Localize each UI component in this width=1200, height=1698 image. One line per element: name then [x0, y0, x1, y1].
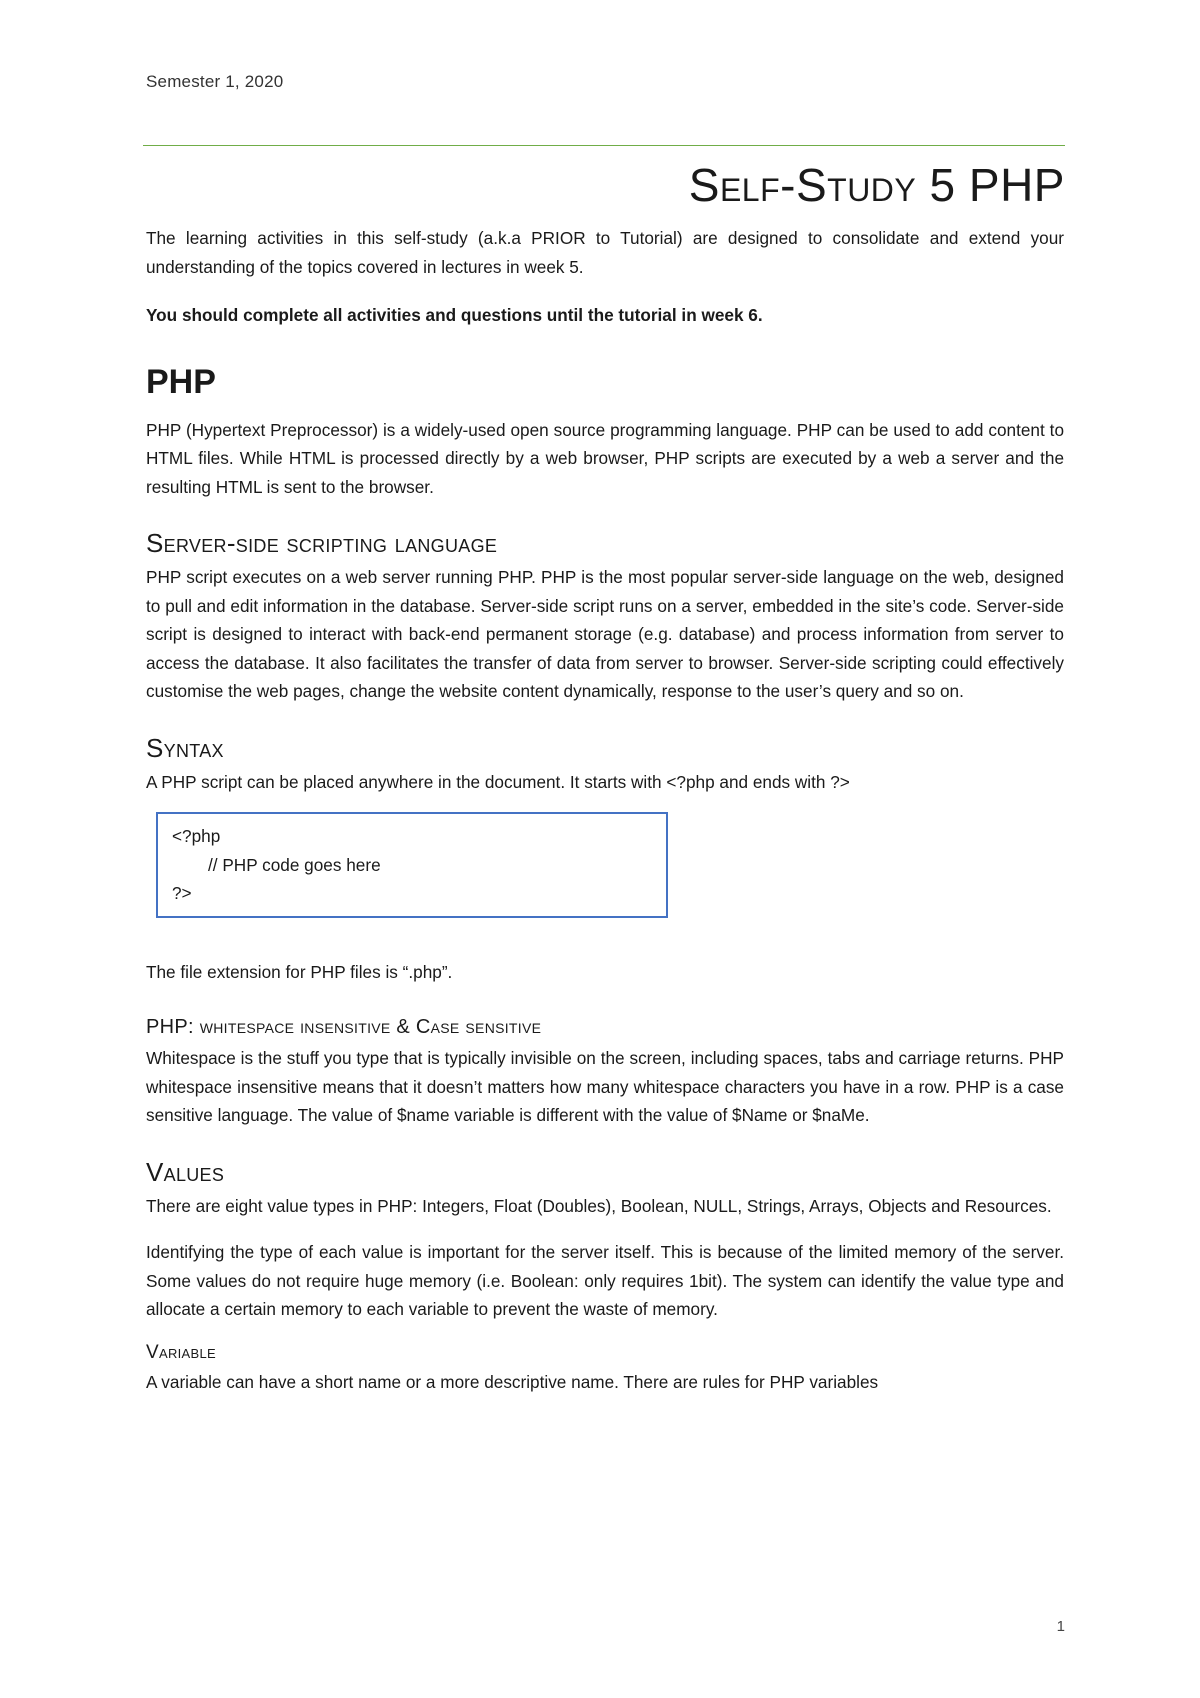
- file-extension-note: The file extension for PHP files is “.php”.: [146, 961, 453, 982]
- section-heading-server-side: Server-side scripting language: [146, 528, 498, 558]
- document-body: [146, 224, 1064, 1396]
- intro-instruction: You should complete all activities and questions until the tutorial in week 6.: [146, 305, 763, 325]
- page-number: 1: [1056, 1618, 1065, 1635]
- php-description: PHP (Hypertext Preprocessor) is a widely-used open source programming language. PHP can be used to add content to HTML files. While HTML is processed directly by a web browser, PHP scripts are executed by a web a server and the resulting HTML is sent to the browser.: [146, 419, 1064, 497]
- intro-paragraph: The learning activities in this self-study (a.k.a PRIOR to Tutorial) are designed to consolidate and extend your understanding of the topics covered in lectures in week 5.: [146, 228, 1064, 277]
- code-line-comment: // PHP code goes here: [208, 854, 381, 875]
- code-sample-box: [156, 812, 668, 918]
- values-memory-paragraph: Identifying the type of each value is important for the server itself. This is because of the limited memory of the server. Some values do not require huge memory (i.e. Boolean: only requires 1bit). The system can identify the value type and allocate a certain memory to each variable to prevent the waste of memory.: [146, 1242, 1064, 1319]
- server-side-description: PHP script executes on a web server running PHP. PHP is the most popular server-side language on the web, designed to pull and edit information in the database. Server-side script runs on a server, embedded in the site’s code. Server-side script is designed to interact with back-end permanent storage (e.g. database) and process information from server to access the database. It also facilitates the transfer of data from server to browser. Server-side scripting could effectively customise the web pages, change the website content dynamically, response to the user’s query and so on.: [146, 567, 1064, 701]
- document-title: Self-Study 5 PHP: [688, 159, 1065, 211]
- section-heading-variable: Variable: [146, 1341, 216, 1363]
- values-types-paragraph: There are eight value types in PHP: Integers, Float (Doubles), Boolean, NULL, Strings, Arrays, Objects and Resources.: [146, 1195, 1052, 1216]
- section-heading-syntax: Syntax: [146, 732, 224, 763]
- syntax-description: A PHP script can be placed anywhere in the document. It starts with <?php and ends with ?>: [146, 771, 850, 792]
- header-divider: [143, 145, 1065, 146]
- section-heading-whitespace: PHP: whitespace insensitive & Case sensitive: [146, 1016, 542, 1038]
- section-heading-values: Values: [146, 1156, 225, 1187]
- code-line-open: <?php: [172, 826, 221, 846]
- section-heading-php: PHP: [146, 362, 216, 401]
- code-line-close: ?>: [172, 883, 192, 903]
- page-header-semester: Semester 1, 2020: [146, 72, 284, 91]
- whitespace-description: Whitespace is the stuff you type that is typically invisible on the screen, including spaces, tabs and carriage returns. PHP whitespace insensitive means that it doesn’t matters how many whitespace characters you have in a row. PHP is a case sensitive language. The value of $name variable is different with the value of $Name or $naMe.: [146, 1048, 1064, 1125]
- variable-description: A variable can have a short name or a more descriptive name. There are rules for PHP variables: [146, 1371, 879, 1392]
